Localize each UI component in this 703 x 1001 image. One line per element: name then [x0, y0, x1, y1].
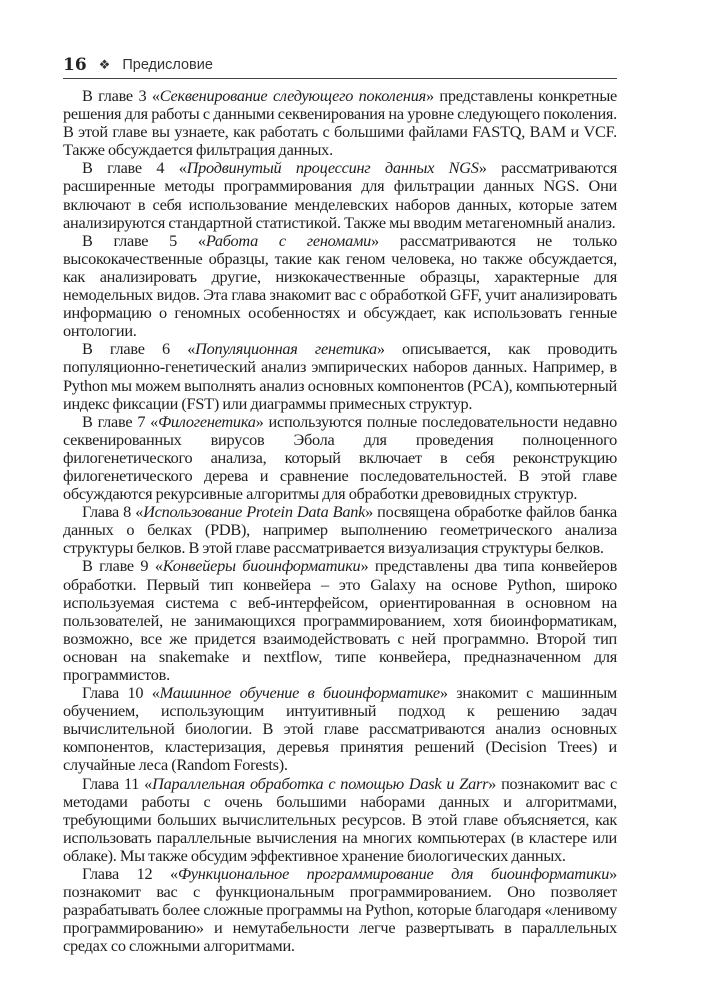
paragraph-text: » используются полные последовательности недавно секвенированных вирусов Эбола для проведения полноценного филогенетического анализа, который включает в себя реконструкцию филогенетического дерева и сравнение последовательностей. В этой главе обсуждаются рекурсивные алгоритмы для обработки древовидных структур. — [63, 411, 617, 504]
page-header — [63, 52, 617, 79]
paragraph-text: » представлены два типа конвейеров обработки. Первый тип конвейера – это Galaxy на основе Python, широко используемая система с веб-интерфейсом, ориентированная в основном на пользователей, не занимающихся программированием, хотя биоинформатикам, возможно, все же придется взаимодействовать с ней программно. Второй тип основан на snakemake и nextflow, типе конвейера, предназначенном для программистов. — [63, 556, 618, 684]
paragraph-text: » описывается, как проводить популяционно-генетический анализ эмпирических наборов данных. Например, в Python мы можем выполнять анализ основных компонентов (PCA), компьютерный индекс фиксации (FST) или диаграммы примесных структур. — [63, 339, 618, 413]
paragraph-lead: Глава 11 « — [82, 773, 153, 793]
chapter-title: Филогенетика — [158, 411, 256, 431]
chapter-title: Функциональное программирование для биоинформатики — [177, 864, 610, 884]
chapter-title: Машинное обучение в биоинформатике — [159, 683, 440, 703]
paragraph-lead: В главе 7 « — [82, 411, 159, 431]
paragraph-chapter-6 — [63, 340, 617, 412]
page-number: 16 — [63, 55, 87, 75]
paragraph-chapter-7 — [63, 413, 617, 503]
chapter-title: Продвинутый процессинг данных NGS — [186, 158, 479, 178]
paragraph-chapter-10 — [63, 684, 617, 774]
chapter-title: Популяционная генетика — [195, 339, 377, 359]
running-head: Предисловие — [122, 57, 213, 73]
paragraph-lead: В главе 5 « — [82, 230, 206, 250]
paragraph-lead: Глава 12 « — [82, 864, 178, 884]
paragraph-chapter-3 — [63, 87, 617, 159]
chapter-title: Секвенирование следующего поколения — [159, 86, 426, 105]
paragraph-lead: Глава 10 « — [82, 683, 160, 703]
paragraph-text: » рассматриваются не только высококачественные образцы, такие как геном человека, но также обсуждается, как анализировать другие, низкокачественные образцы, характерные для немодельных видов. Эта глава знакомит вас с обработкой GFF, учит анализировать информацию о геномных особенностях и обсуждает, как использовать генные онтологии. — [63, 230, 617, 341]
paragraph-text: » познакомит вас с функциональным программированием. Оно позволяет разрабатывать более сложные программы на Python, которые благодаря «ленивому программированию» и немутабельности легче развертывать в параллельных средах со сложными алгоритмами. — [63, 864, 617, 956]
paragraph-lead: В главе 6 « — [82, 339, 196, 359]
paragraph-text: » знакомит с машинным обучением, использующим интуитивный подход к решению задач вычислительной биологии. В этой главе рассматриваются анализ основных компонентов, кластеризация, деревья принятия решений (Decision Trees) и случайные леса (Random Forests). — [63, 683, 617, 775]
paragraph-text: » рассматриваются расширенные методы программирования для фильтрации данных NGS. Они включают в себя использование менделевских наборов данных, которые затем анализируются стандартной статистикой. Также мы вводим метагеномный анализ. — [63, 158, 617, 232]
paragraph-lead: Глава 8 « — [82, 502, 144, 522]
paragraph-chapter-5 — [63, 232, 617, 341]
chapter-title: Использование Protein Data Bank — [143, 502, 366, 522]
paragraph-lead: В главе 4 « — [82, 158, 187, 178]
paragraph-chapter-9 — [63, 557, 617, 684]
paragraph-text: » познакомит вас с методами работы с очень большими наборами данных и алгоритмами, требующими больших вычислительных ресурсов. В этой главе объясняется, как использовать параллельные вычисления на многих компьютерах (в кластере или облаке). Мы также обсудим эффективное хранение биологических данных. — [63, 773, 617, 865]
body-text — [63, 87, 617, 956]
paragraph-chapter-11 — [63, 775, 617, 865]
paragraph-chapter-12 — [63, 865, 617, 955]
paragraph-chapter-4 — [63, 159, 617, 231]
paragraph-lead: В главе 9 « — [82, 556, 163, 576]
paragraph-chapter-8 — [63, 503, 617, 557]
ornament-icon: ❖ — [98, 57, 111, 72]
chapter-title: Конвейеры биоинформатики — [162, 556, 361, 576]
paragraph-text: » посвящена обработке файлов банка данных о белках (PDB), например выполнению геометрического анализа структуры белков. В этой главе рассматривается визуализация структуры белков. — [63, 502, 617, 558]
paragraph-lead: В главе 3 « — [82, 86, 160, 105]
paragraph-text: » представлены конкретные решения для работы с данными секвенирования на уровне следующего поколения. В этой главе вы узнаете, как работать с большими файлами FASTQ, BAM и VCF. Также обсуждается фильтрация данных. — [63, 86, 618, 160]
chapter-title: Параллельная обработка с помощью Dask и Zarr — [152, 773, 489, 793]
chapter-title: Работа с геномами — [205, 230, 371, 250]
